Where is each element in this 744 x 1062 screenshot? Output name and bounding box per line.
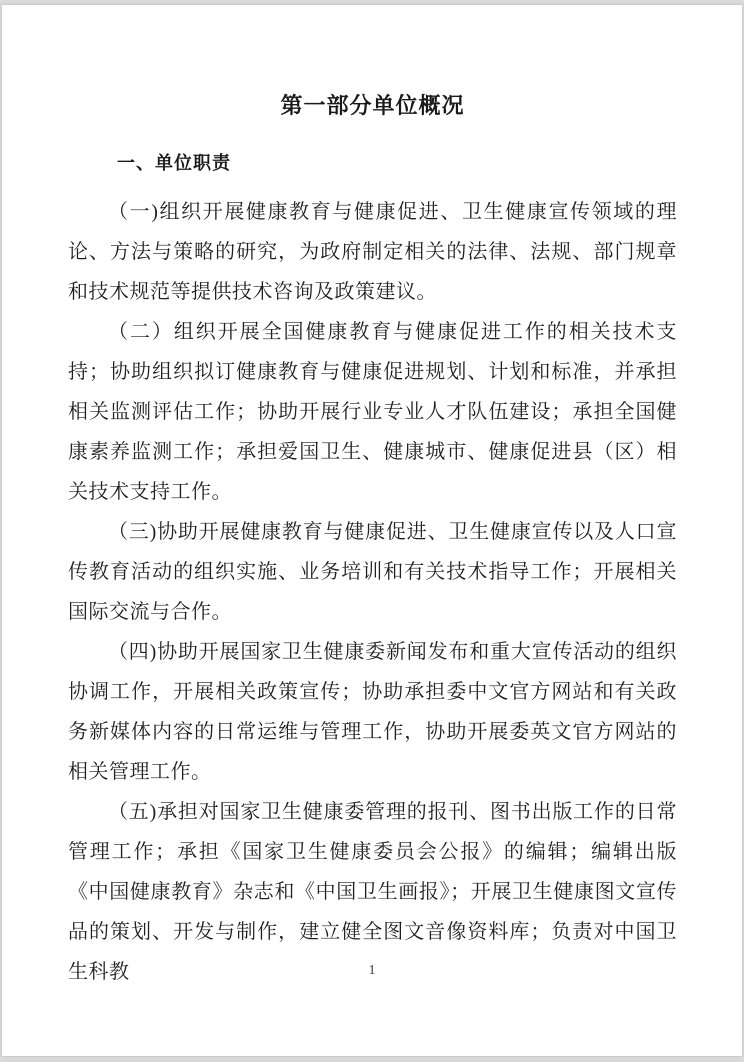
document-page xyxy=(2,5,742,1056)
section-heading: 一、单位职责 xyxy=(117,153,231,173)
paragraph-duty-3: （三)协助开展健康教育与健康促进、卫生健康宣传以及人口宣传教育活动的组织实施、业务培训和有关技术指导工作；开展相关国际交流与合作。 xyxy=(68,521,677,623)
paragraph-duty-5: （五)承担对国家卫生健康委管理的报刊、图书出版工作的日常管理工作；承担《国家卫生健康委员会公报》的编辑；编辑出版《中国健康教育》杂志和《中国卫生画报》；开展卫生健康图文宣传品的策划、开发与制作，建立健全图文音像资料库；负责对中国卫生科教 xyxy=(68,801,677,983)
paragraph-duty-2: （二）组织开展全国健康教育与健康促进工作的相关技术支持；协助组织拟订健康教育与健康促进规划、计划和标准，并承担相关监测评估工作；协助开展行业专业人才队伍建设；承担全国健康素养监测工作；承担爱国卫生、健康城市、健康促进县（区）相关技术支持工作。 xyxy=(68,321,677,503)
document-body xyxy=(68,192,677,992)
page-number: 1 xyxy=(368,963,376,978)
document-title: 第一部分单位概况 xyxy=(280,93,465,118)
paragraph-duty-4: （四)协助开展国家卫生健康委新闻发布和重大宣传活动的组织协调工作，开展相关政策宣传；协助承担委中文官方网站和有关政务新媒体内容的日常运维与管理工作，协助开展委英文官方网站的相关管理工作。 xyxy=(68,641,677,783)
paragraph-duty-1: （一)组织开展健康教育与健康促进、卫生健康宣传领域的理论、方法与策略的研究，为政府制定相关的法律、法规、部门规章和技术规范等提供技术咨询及政策建议。 xyxy=(68,201,677,303)
